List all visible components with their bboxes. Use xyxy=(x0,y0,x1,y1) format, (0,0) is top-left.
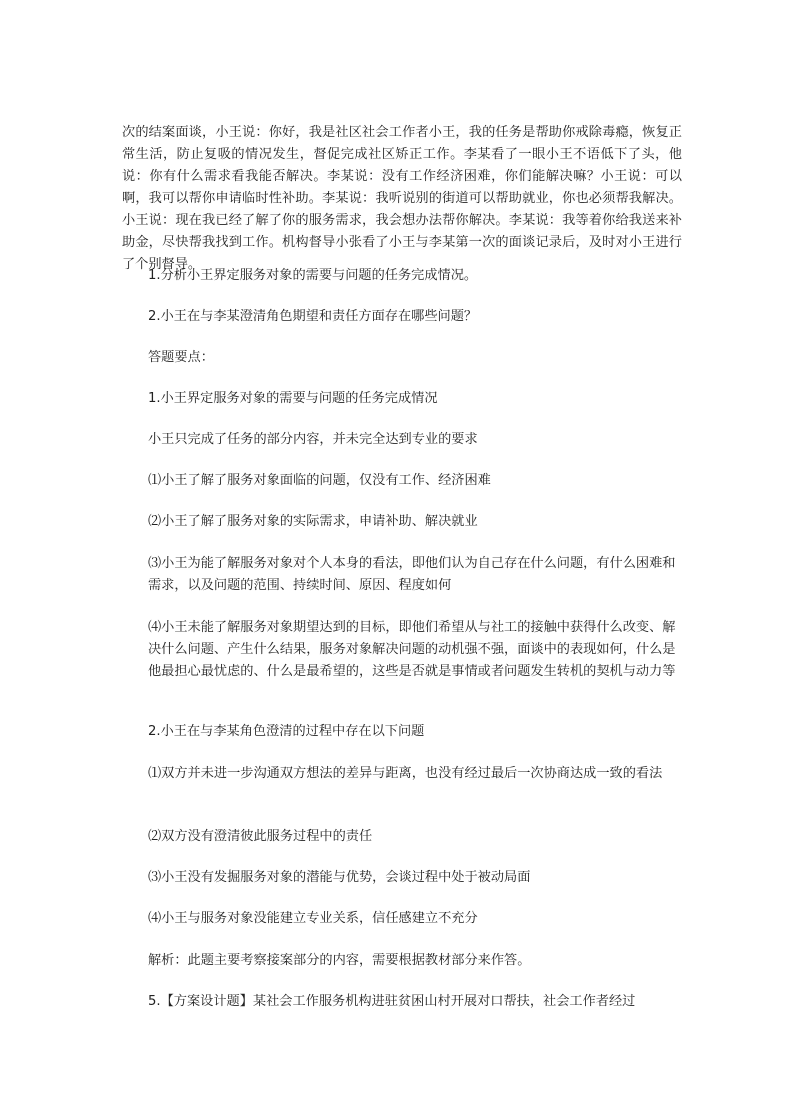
answer-2-point-1: ⑴双方并未进一步沟通双方想法的差异与距离，也没有经过最后一次协商达成一致的看法 xyxy=(148,766,663,781)
analysis-note: 解析：此题主要考察接案部分的内容，需要根据教材部分来作答。 xyxy=(148,953,531,968)
answer-2-point-2: ⑵双方没有澄清彼此服务过程中的责任 xyxy=(148,829,373,844)
answer-1-point-2: ⑵小王了解了服务对象的实际需求，申请补助、解决就业 xyxy=(148,514,478,529)
answer-1-summary: 小王只完成了任务的部分内容，并未完全达到专业的要求 xyxy=(148,432,478,447)
case-intro-paragraph: 次的结案面谈，小王说：你好，我是社区社会工作者小王，我的任务是帮助你戒除毒瘾，恢复正常生活，防止复吸的情况发生，督促完成社区矫正工作。李某看了一眼小王不语低下了头，他说：你有什么需求看我能否解决。李某说：没有工作经济困难，你们能解决嘛？小王说：可以啊，我可以帮你申请临时性补助。李某说：我听说别的街道可以帮助就业，你也必须帮我解决。小王说：现在我已经了解了你的服务需求，我会想办法帮你解决。李某说：我等着你给我送来补助金，尽快帮我找到工作。机构督导小张看了小王与李某第一次的面谈记录后，及时对小王进行了个别督导。 xyxy=(122,125,682,272)
question-2: 2.小王在与李某澄清角色期望和责任方面存在哪些问题？ xyxy=(148,309,478,324)
answer-1-heading: 1.小王界定服务对象的需要与问题的任务完成情况 xyxy=(148,391,438,406)
next-question-start: 5.【方案设计题】某社会工作服务机构进驻贫困山村开展对口帮扶，社会工作者经过 xyxy=(148,994,636,1009)
question-1: 1.分析小王界定服务对象的需要与问题的任务完成情况。 xyxy=(148,268,478,283)
answer-1-point-3: ⑶小王为能了解服务对象对个人本身的看法，即他们认为自己存在什么问题，有什么困难和需求，以及问题的范围、持续时间、原因、程度如何 xyxy=(148,556,676,593)
answer-2-point-4: ⑷小王与服务对象没能建立专业关系，信任感建立不充分 xyxy=(148,911,478,926)
answer-1-point-1: ⑴小王了解了服务对象面临的问题，仅没有工作、经济困难 xyxy=(148,473,491,488)
answer-2-heading: 2.小王在与李某角色澄清的过程中存在以下问题 xyxy=(148,724,425,739)
answer-2-point-3: ⑶小王没有发掘服务对象的潜能与优势，会谈过程中处于被动局面 xyxy=(148,870,531,885)
answer-1-point-4: ⑷小王未能了解服务对象期望达到的目标，即他们希望从与社工的接触中获得什么改变、解决什么问题、产生什么结果，服务对象解决问题的动机强不强，面谈中的表现如何，什么是他最担心最忧虑的、什么是最希望的，这些是否就是事情或者问题发生转机的契机与动力等 xyxy=(148,620,676,679)
answer-label: 答题要点： xyxy=(148,350,214,365)
